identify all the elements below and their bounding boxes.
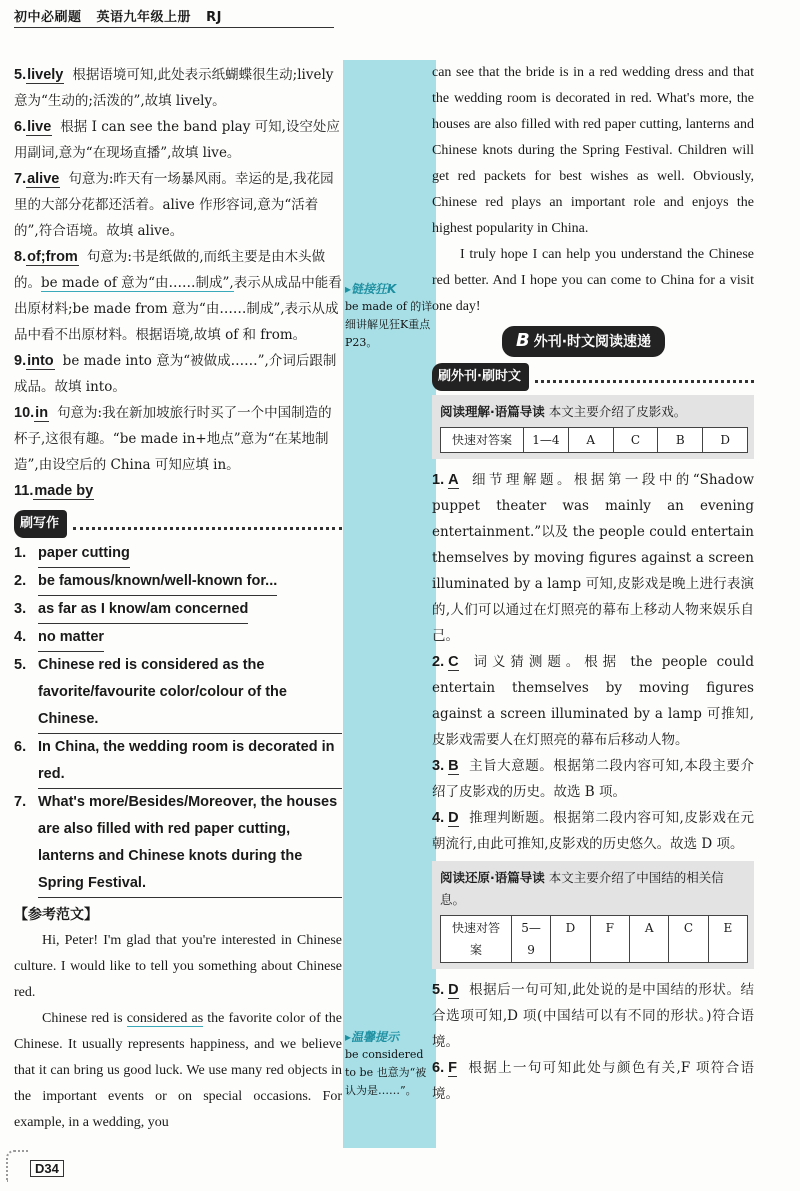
item-number: 6.: [432, 1060, 445, 1076]
box2-label: 阅读还原·语篇导读: [440, 870, 545, 885]
item-number: 5.: [14, 67, 27, 83]
item-explanation: 细节理解题。根据第一段中的“Shadow puppet theater was mainly an evening entertainment.”以及 the people could entertain themselves by moving figures against a screen illuminated by a lamp 可知,皮影戏是晚上进行表演的,人们可以通过在灯照亮的幕布上移动人物来娱乐自己。: [432, 472, 754, 644]
item-number: 4.: [432, 810, 445, 826]
edition-label: RJ: [206, 10, 222, 25]
item-number: 11.: [14, 483, 34, 499]
answer-item: [14, 114, 342, 166]
writing-number: 7.: [14, 794, 27, 810]
part-b-title: 外刊·时文阅读速递: [533, 334, 652, 350]
page-header: [14, 6, 232, 25]
item-number: 10.: [14, 405, 35, 421]
link-note-title: ▸链接狂K: [345, 282, 397, 296]
answer-item: [14, 166, 342, 244]
item-answer: C: [448, 654, 459, 670]
item-number: 6.: [14, 119, 27, 135]
writing-number: 3.: [14, 601, 27, 617]
item-answer: live: [27, 119, 52, 135]
essay-text-left: the favorite color of the Chinese. It usually represents happiness, and we believe that it can bring us good luck. We use many red objects in the important events or on special occasions. For example, in a wedding, you: [14, 1011, 342, 1130]
side-strip: [343, 60, 436, 1148]
item-explanation: 根据后一句可知,此处说的是中国结的形状。结合选项可知,D 项(中国结可以有不同的形状。)符合语境。: [432, 982, 754, 1050]
item-explanation: 根据 I can see the band play 可知,设空处应用副词,意为“在现场直播”,故填 live。: [14, 119, 340, 161]
writing-answer: Chinese red is considered as the favorite/favourite color/colour of the Chinese.: [38, 652, 342, 734]
answer-item: [14, 478, 342, 504]
item-answer: F: [448, 1060, 457, 1076]
tip-note-title: ▸温馨提示: [345, 1030, 400, 1044]
part-b-letter: B: [516, 330, 530, 351]
writing-item: [14, 596, 342, 624]
item-number: 2.: [432, 654, 445, 670]
sub-section-header: [432, 363, 754, 391]
tip-note-text: be considered to be 也意为“被认为是……”。: [345, 1048, 427, 1097]
item-number: 7.: [14, 171, 27, 187]
essay-paragraph-2: [14, 1006, 342, 1136]
answer-row-2: [440, 915, 748, 963]
page-number: D34: [30, 1160, 64, 1177]
answer-item: [14, 62, 342, 114]
item-explanation-rest: 表示从成品中能看出原材料;be made from 意为“由……制成”,表示从成品中看不出原材料。根据语境,故填 of 和 from。: [14, 275, 342, 343]
writing-number: 5.: [14, 657, 27, 673]
writing-item: [14, 624, 342, 652]
item-answer: in: [35, 405, 49, 421]
item-answer: alive: [27, 171, 60, 187]
item-explanation: 主旨大意题。根据第二段内容可知,本段主要介绍了皮影戏的历史。故选 B 项。: [432, 758, 754, 800]
writing-item: [14, 734, 342, 789]
item-number: 5.: [432, 982, 445, 998]
writing-answer: be famous/known/well-known for...: [38, 568, 277, 596]
answer-item: [432, 753, 754, 805]
answer-item: [14, 348, 342, 400]
writing-answer: paper cutting: [38, 540, 130, 568]
item-answer: D: [448, 810, 459, 826]
writing-number: 2.: [14, 573, 27, 589]
link-note: [345, 280, 437, 352]
writing-answer: What's more/Besides/Moreover, the houses are also filled with red paper cutting, lanterns and Chinese knots during the Spring Festival.: [38, 789, 342, 898]
writing-item: [14, 652, 342, 734]
writing-item: [14, 568, 342, 596]
item-number: 9.: [14, 353, 27, 369]
item-answer: A: [448, 472, 459, 488]
book-title: 初中必刷题: [14, 10, 82, 25]
writing-answer: no matter: [38, 624, 104, 652]
essay-paragraph-1: Hi, Peter! I'm glad that you're interested in Chinese culture. I would like to tell you something about Chinese red.: [14, 933, 342, 1000]
item-answer: of;from: [27, 249, 78, 265]
write-section-header: [14, 510, 342, 538]
answer-item: [432, 1055, 754, 1107]
page-corner-mark: [6, 1150, 28, 1182]
answer-cell: D: [720, 433, 730, 447]
answer-item: [432, 805, 754, 857]
answer-row-1: [440, 427, 748, 453]
item-explanation: 推理判断题。根据第二段内容可知,皮影戏在元朝流行,由此可推知,皮影戏的历史悠久。故选 D 项。: [432, 810, 754, 852]
item-number: 3.: [432, 758, 445, 774]
reading-box-1: [432, 395, 754, 459]
reading-box-2: [432, 861, 754, 969]
header-rule: [14, 27, 334, 28]
item-explanation: be made into 意为“被做成……”,介词后跟制成品。故填 into。: [14, 353, 337, 395]
answer-key-label: 快速对答案: [441, 916, 512, 962]
link-note-text: be made of 的详细讲解见狂K重点 P23。: [345, 300, 433, 349]
item-explanation: 句意为:昨天有一场暴风雨。幸运的是,我花园里的大部分花都还活着。alive 作形容词,意为“活着的”,符合语境。故填 alive。: [14, 171, 334, 239]
writing-number: 6.: [14, 739, 27, 755]
write-section-label: 刷写作: [14, 510, 67, 538]
box2-desc: 本文主要介绍了中国结的相关信息。: [440, 870, 724, 907]
answer-range: 5—9: [512, 916, 551, 962]
item-answer: B: [448, 758, 459, 774]
answer-cell: F: [591, 916, 630, 962]
answer-cell: D: [551, 916, 590, 962]
item-number: 1.: [432, 472, 445, 488]
answer-range: 1—4: [524, 428, 569, 452]
answer-cell: C: [669, 916, 708, 962]
left-column: [14, 62, 342, 1136]
writing-number: 4.: [14, 629, 27, 645]
answer-cell: A: [569, 428, 614, 452]
essay-highlight: considered as: [126, 1011, 204, 1026]
answer-item: [14, 400, 342, 478]
answer-item: [432, 649, 754, 753]
reference-title: 【参考范文】: [14, 907, 98, 923]
part-b-header: [502, 326, 754, 357]
item-number: 8.: [14, 249, 27, 265]
box1-desc: 本文主要介绍了皮影戏。: [548, 404, 687, 419]
writing-answer: In China, the wedding room is decorated in red.: [38, 734, 342, 789]
item-explanation: 句意为:书是纸做的,而纸主要是由木头做的。: [14, 249, 326, 291]
item-answer: made by: [34, 483, 94, 499]
answer-cell: E: [723, 921, 733, 935]
answer-key-label: 快速对答案: [441, 428, 524, 452]
essay-paragraph-3: I truly hope I can help you understand the Chinese red better. And I hope you can come to China for a visit one day!: [432, 247, 754, 314]
answer-item: [432, 467, 754, 649]
item-answer: D: [448, 982, 459, 998]
subject-title: 英语九年级上册: [96, 10, 192, 25]
answer-item: [432, 977, 754, 1055]
item-highlight: be made of 意为“由……制成”,: [41, 275, 234, 291]
writing-item: [14, 540, 342, 568]
writing-item: [14, 789, 342, 898]
writing-answer: as far as I know/am concerned: [38, 596, 248, 624]
right-column: [432, 60, 754, 1107]
item-explanation: 句意为:我在新加坡旅行时买了一个中国制造的杯子,这很有趣。“be made in+地点”意为“在某地制造”,由设空后的 China 可知应填 in。: [14, 405, 332, 473]
item-explanation: 根据语境可知,此处表示纸蝴蝶很生动;lively 意为“生动的;活泼的”,故填 lively。: [14, 67, 334, 109]
answer-item: [14, 244, 342, 348]
sub-section-label: 刷外刊·刷时文: [432, 363, 529, 391]
essay-text: Chinese red is: [42, 1011, 127, 1026]
dotted-rule: [73, 519, 342, 530]
dotted-rule: [535, 372, 754, 383]
box1-label: 阅读理解·语篇导读: [440, 404, 545, 419]
answer-cell: B: [658, 428, 703, 452]
essay-continued: can see that the bride is in a red wedding dress and that the wedding room is decorated in red. What's more, the houses are also filled with red paper cutting, lanterns and Chinese knots during the Spring Festival. Children will get red packets for best wishes as well. Obviously, Chinese red plays an important role and enjoys the highest popularity in China.: [432, 65, 754, 236]
tip-note: [345, 1028, 437, 1100]
item-answer: lively: [27, 67, 64, 83]
answer-cell: A: [630, 916, 669, 962]
writing-number: 1.: [14, 545, 27, 561]
part-b-badge: [502, 326, 665, 357]
item-explanation: 词义猜测题。根据 the people could entertain themselves by moving figures against a screen illuminated by a lamp 可推知,皮影戏需要人在灯照亮的幕布后移动人物。: [432, 654, 754, 748]
item-answer: into: [27, 353, 54, 369]
item-explanation: 根据上一句可知此处与颜色有关,F 项符合语境。: [432, 1060, 754, 1102]
answer-cell: C: [614, 428, 659, 452]
